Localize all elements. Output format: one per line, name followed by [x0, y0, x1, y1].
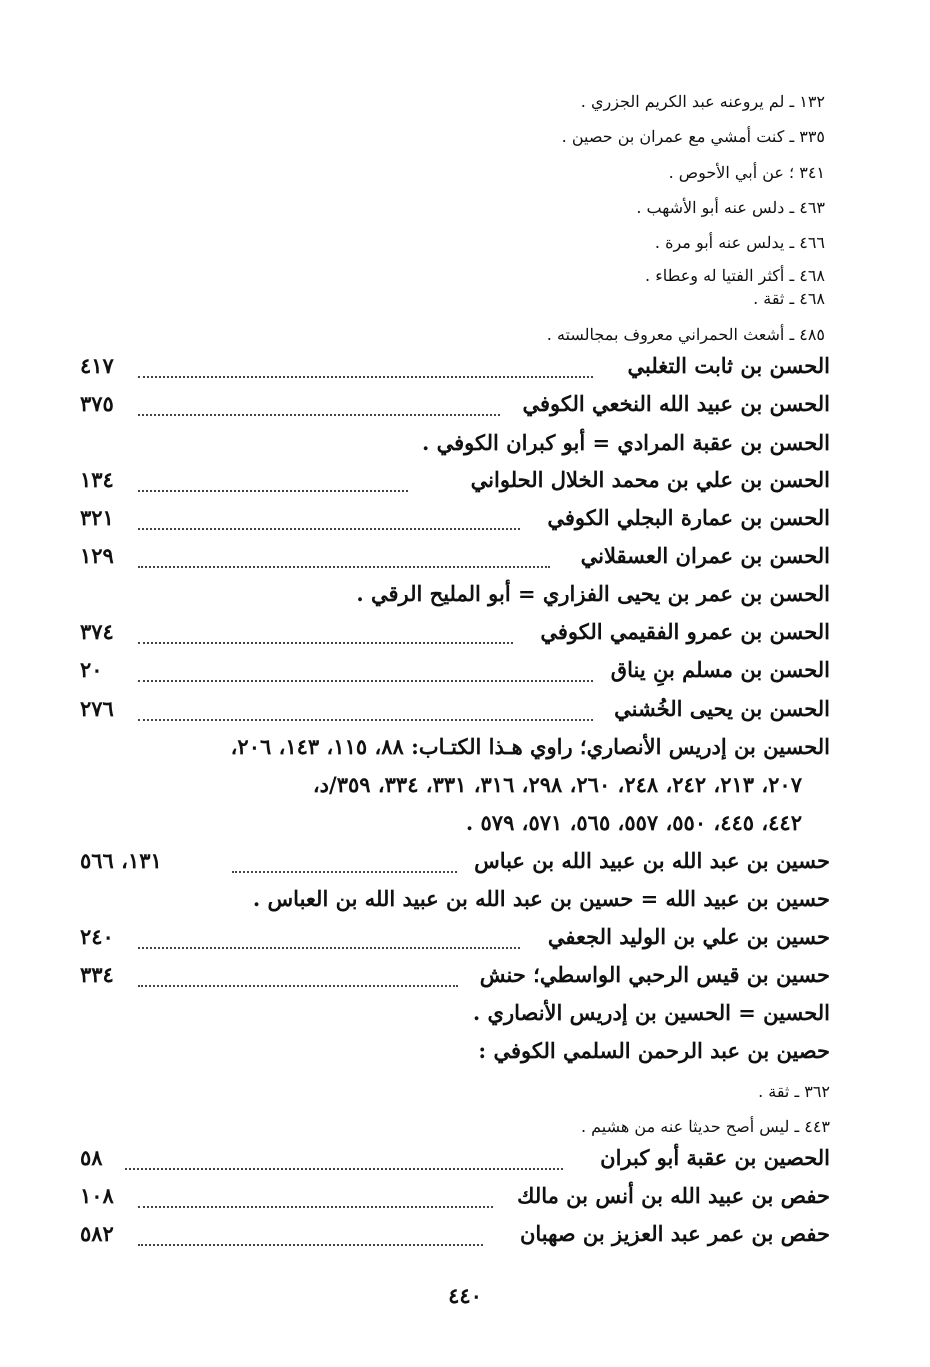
- index-entry-page: ٣٧٤: [80, 619, 114, 644]
- index-entry-name: الحسن بن عمارة البجلي الكوفي: [547, 505, 830, 530]
- index-entry-name: الحسن بن مسلم بنِ يناق: [610, 657, 830, 682]
- index-entry-page: ٤١٧: [80, 353, 114, 378]
- leader-dots: [138, 376, 593, 378]
- leader-dots: [138, 490, 408, 492]
- index-entry-page: ٣٧٥: [80, 391, 114, 416]
- note-line: ٤٦٣ ـ دلس عنه أبو الأشهب .: [636, 198, 825, 217]
- index-entry-page: ٢٧٦: [80, 696, 114, 721]
- index-entry-page: ٥٨٢: [80, 1221, 114, 1246]
- page-reference-list: ٤٤٢، ٤٤٥، ٥٥٠، ٥٥٧، ٥٦٥، ٥٧١، ٥٧٩ .: [465, 810, 802, 835]
- index-entry-page: ٢٠: [80, 657, 103, 682]
- index-entry-name: الحسين = الحسين بن إدريس الأنصاري .: [472, 1000, 830, 1025]
- index-entry-name: الحصين بن عقبة أبو كبران: [600, 1145, 830, 1170]
- index-entry-name: حسين بن قيس الرحبي الواسطي؛ حنش: [479, 962, 830, 987]
- note-line: ٣٤١ ؛ عن أبي الأحوص .: [668, 163, 825, 182]
- leader-dots: [138, 528, 520, 530]
- index-entry-name: الحسن بن يحيى الخُشني: [614, 696, 830, 721]
- index-entry-page: ٢٤٠: [80, 924, 114, 949]
- index-entry-name: حسين بن عبيد الله = حسين بن عبد الله بن عبيد الله بن العباس .: [252, 886, 830, 911]
- index-entry-name: حسين بن عبد الله بن عبيد الله بن عباس: [474, 848, 830, 873]
- index-entry-name: حسين بن علي بن الوليد الجعفي: [547, 924, 830, 949]
- index-entry-name: حفص بن عبيد الله بن أنس بن مالك: [517, 1183, 830, 1208]
- index-entry-name: حفص بن عمر عبد العزيز بن صهبان: [519, 1221, 830, 1246]
- index-entry-name: حصين بن عبد الرحمن السلمي الكوفي :: [478, 1038, 830, 1063]
- index-entry-page: ١٠٨: [80, 1183, 114, 1208]
- index-entry-name: الحسن بن عقبة المرادي = أبو كبران الكوفي .: [422, 430, 830, 455]
- note-line: ٤٦٨ ـ ثقة .: [753, 289, 825, 308]
- index-entry-name: الحسن بن عبيد الله النخعي الكوفي: [522, 391, 830, 416]
- leader-dots: [125, 1168, 563, 1170]
- note-line: ١٣٢ ـ لم يروعنه عبد الكريم الجزري .: [580, 92, 825, 111]
- index-entry-name: الحسن بن عمرو الفقيمي الكوفي: [540, 619, 830, 644]
- note-line: ٤٤٣ ـ ليس أصح حديثا عنه من هشيم .: [580, 1117, 830, 1136]
- leader-dots: [138, 642, 513, 644]
- leader-dots: [232, 871, 457, 873]
- note-line: ٤٦٨ ـ أكثر الفتيا له وعطاء .: [645, 266, 825, 285]
- index-entry-page: ٥٨: [80, 1145, 103, 1170]
- index-entry-page: ٣٣٤: [80, 962, 114, 987]
- index-entry-page: ١٢٩: [80, 543, 114, 568]
- leader-dots: [138, 1206, 493, 1208]
- leader-dots: [138, 566, 550, 568]
- leader-dots: [138, 414, 500, 416]
- note-line: ٣٦٢ ـ ثقة .: [758, 1082, 830, 1101]
- leader-dots: [138, 947, 520, 949]
- note-line: ٤٨٥ ـ أشعث الحمراني معروف بمجالسته .: [546, 325, 825, 344]
- index-entry-page: ١٣٤: [80, 467, 114, 492]
- index-entry-name: الحسن بن عمر بن يحيى الفزاري = أبو المليح الرقي .: [356, 581, 830, 606]
- index-entry-name: الحسين بن إدريس الأنصاري؛ راوي هـذا الكتـاب: ٨٨، ١١٥، ١٤٣، ٢٠٦،: [230, 734, 830, 759]
- index-entry-page: ١٣١، ٥٦٦: [80, 848, 162, 873]
- note-line: ٣٣٥ ـ كنت أمشي مع عمران بن حصين .: [561, 127, 825, 146]
- leader-dots: [138, 1244, 483, 1246]
- index-entry-name: الحسن بن ثابت التغلبي: [627, 353, 830, 378]
- page-number: ٤٤٠: [448, 1283, 482, 1308]
- note-line: ٤٦٦ ـ يدلس عنه أبو مرة .: [654, 233, 825, 252]
- index-entry-page: ٣٢١: [80, 505, 114, 530]
- leader-dots: [138, 680, 593, 682]
- index-entry-name: الحسن بن عمران العسقلاني: [580, 543, 830, 568]
- leader-dots: [138, 985, 458, 987]
- page-reference-list: ٢٠٧، ٢١٣، ٢٤٢، ٢٤٨، ٢٦٠، ٢٩٨، ٣١٦، ٣٣١، ٣٣٤، ٣٥٩/د،: [312, 772, 802, 797]
- index-entry-name: الحسن بن علي بن محمد الخلال الحلواني: [470, 467, 830, 492]
- leader-dots: [138, 719, 593, 721]
